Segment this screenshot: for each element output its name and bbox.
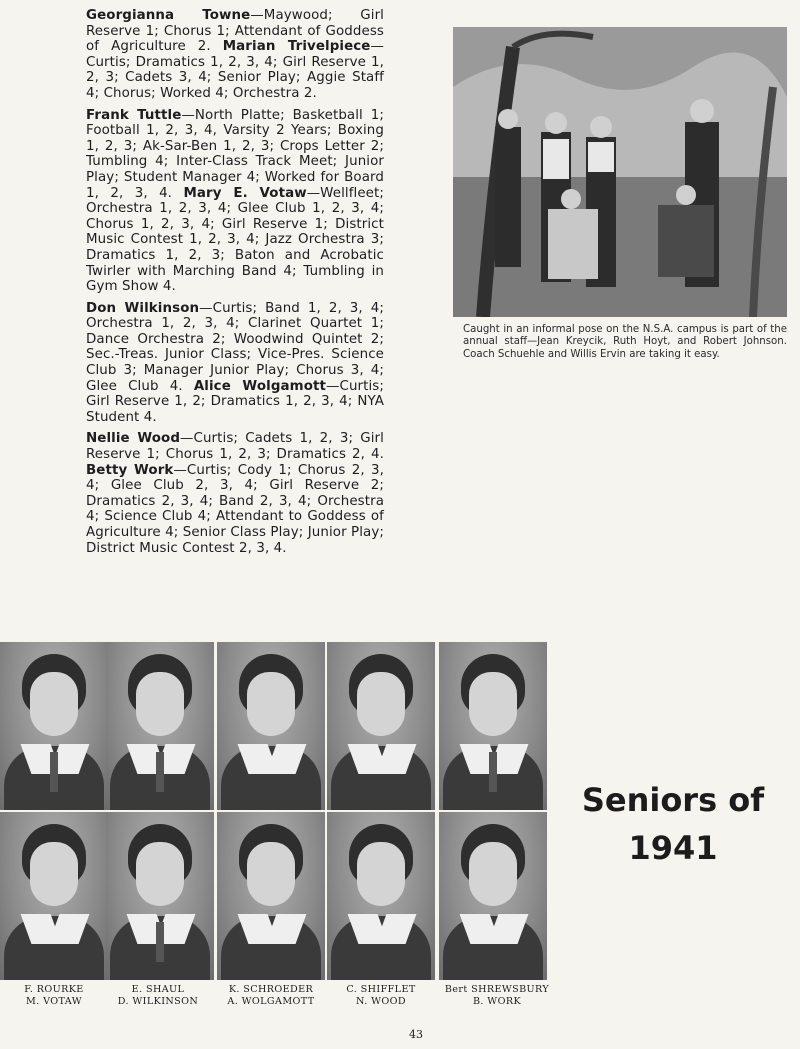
senior-biographies bbox=[86, 8, 384, 562]
name-line-bottom: B. WORK bbox=[472, 996, 522, 1007]
portrait-photo bbox=[439, 642, 547, 810]
portrait-photo bbox=[217, 812, 325, 980]
portrait-photo bbox=[0, 642, 108, 810]
portrait-photo bbox=[0, 812, 108, 980]
title-line-1: Seniors of bbox=[581, 781, 765, 819]
student-activities: —Curtis; Band 1, 2, 3, 4; Orchestra 1, 2, 3, 4; Clarinet Quartet 1; Dance Orchestra 2; Woodwind Quintet 2; Sec.-Treas. Junior Class; Vice-Pres. Science Club 3; Manager Junior Play; Chorus 3, 4; Glee Club 4. bbox=[86, 300, 384, 394]
name-line-bottom: N. WOOD bbox=[356, 996, 406, 1007]
section-title bbox=[578, 776, 768, 872]
staff-group-photo bbox=[453, 27, 787, 317]
portrait-name-label bbox=[215, 984, 327, 1008]
bio-paragraph bbox=[86, 301, 384, 426]
title-line-2: 1941 bbox=[628, 829, 718, 867]
student-name: Georgianna Towne bbox=[86, 8, 251, 23]
portrait-name-label bbox=[102, 984, 214, 1008]
student-name: Alice Wolgamott bbox=[193, 378, 326, 394]
portrait-name-label bbox=[0, 984, 110, 1008]
student-activities: —Curtis; Girl Reserve 1, 2; Dramatics 1, 2, 3, 4; NYA Student 4. bbox=[86, 378, 384, 425]
name-line-bottom: A. WOLGAMOTT bbox=[227, 996, 315, 1007]
name-line-bottom: D. WILKINSON bbox=[117, 996, 199, 1007]
portrait-photo bbox=[106, 812, 214, 980]
bio-paragraph bbox=[86, 108, 384, 295]
page-number: 43 bbox=[409, 1028, 423, 1041]
name-line-top: F. ROURKE bbox=[24, 984, 84, 995]
name-line-top: K. SCHROEDER bbox=[228, 984, 314, 995]
portrait-photo bbox=[327, 812, 435, 980]
bio-paragraph bbox=[86, 431, 384, 556]
student-activities: —Curtis; Cadets 1, 2, 3; Girl Reserve 1; Chorus 1, 2, 3; Dramatics 2, 4. bbox=[86, 431, 384, 463]
bio-paragraph bbox=[86, 8, 384, 102]
student-name: Mary E. Votaw bbox=[183, 185, 307, 201]
student-name: Frank Tuttle bbox=[86, 107, 182, 123]
portrait-photo bbox=[217, 642, 325, 810]
portrait-photo bbox=[439, 812, 547, 980]
student-activities: —North Platte; Basketball 1; Football 1, 2, 3, 4, Varsity 2 Years; Boxing 1, 2, 3; Ak-Sar-Ben 1, 2, 3; Crops Letter 2; Tumbling 4; Inter-Class Track Meet; Junior Play; Student Manager 4; Worked for Board 1, 2, 3, 4. bbox=[86, 107, 384, 201]
portrait-photo bbox=[106, 642, 214, 810]
portrait-name-label bbox=[434, 984, 560, 1008]
name-line-top: E. SHAUL bbox=[131, 984, 185, 995]
student-activities: —Wellfleet; Orchestra 1, 2, 3, 4; Glee Club 1, 2, 3, 4; Chorus 1, 2, 3, 4; Girl Reserve 1; District Music Contest 1, 2, 3, 4; Jazz Orchestra 3; Dramatics 1, 2, 3; Baton and Acrobatic Twirler with Marching Band 4; Tumbling in Gym Show 4. bbox=[86, 185, 384, 295]
student-activities: —Maywood; Girl Reserve 1; Chorus 1; Attendant of Goddess of Agriculture 2. bbox=[86, 8, 384, 55]
student-activities: —Curtis; Dramatics 1, 2, 3, 4; Girl Reserve 1, 2, 3; Cadets 3, 4; Senior Play; Aggie Staff 4; Chorus; Worked 4; Orchestra 2. bbox=[86, 39, 384, 101]
group-photo-illustration bbox=[453, 27, 787, 317]
photo-caption: Caught in an informal pose on the N.S.A. campus is part of the annual staff—Jean Kreycik, Ruth Hoyt, and Robert Johnson. Coach Schuehle and Willis Ervin are taking it easy. bbox=[463, 324, 787, 360]
name-line-top: C. SHIFFLET bbox=[346, 984, 416, 995]
portrait-name-label bbox=[325, 984, 437, 1008]
student-activities: —Curtis; Cody 1; Chorus 2, 3, 4; Glee Club 2, 3, 4; Girl Reserve 2; Dramatics 2, 3, 4; Band 2, 3, 4; Orchestra 4; Science Club 4; Attendant to Goddess of Agriculture 4; Senior Class Play; Junior Play; District Music Contest 2, 3, 4. bbox=[86, 462, 385, 556]
student-name: Marian Trivelpiece bbox=[222, 39, 371, 55]
student-name: Nellie Wood bbox=[86, 431, 181, 447]
student-name: Betty Work bbox=[86, 462, 174, 478]
portrait-photo bbox=[327, 642, 435, 810]
name-line-bottom: M. VOTAW bbox=[25, 996, 83, 1007]
name-line-top: Bert SHREWSBURY bbox=[444, 984, 550, 995]
student-name: Don Wilkinson bbox=[86, 300, 200, 316]
